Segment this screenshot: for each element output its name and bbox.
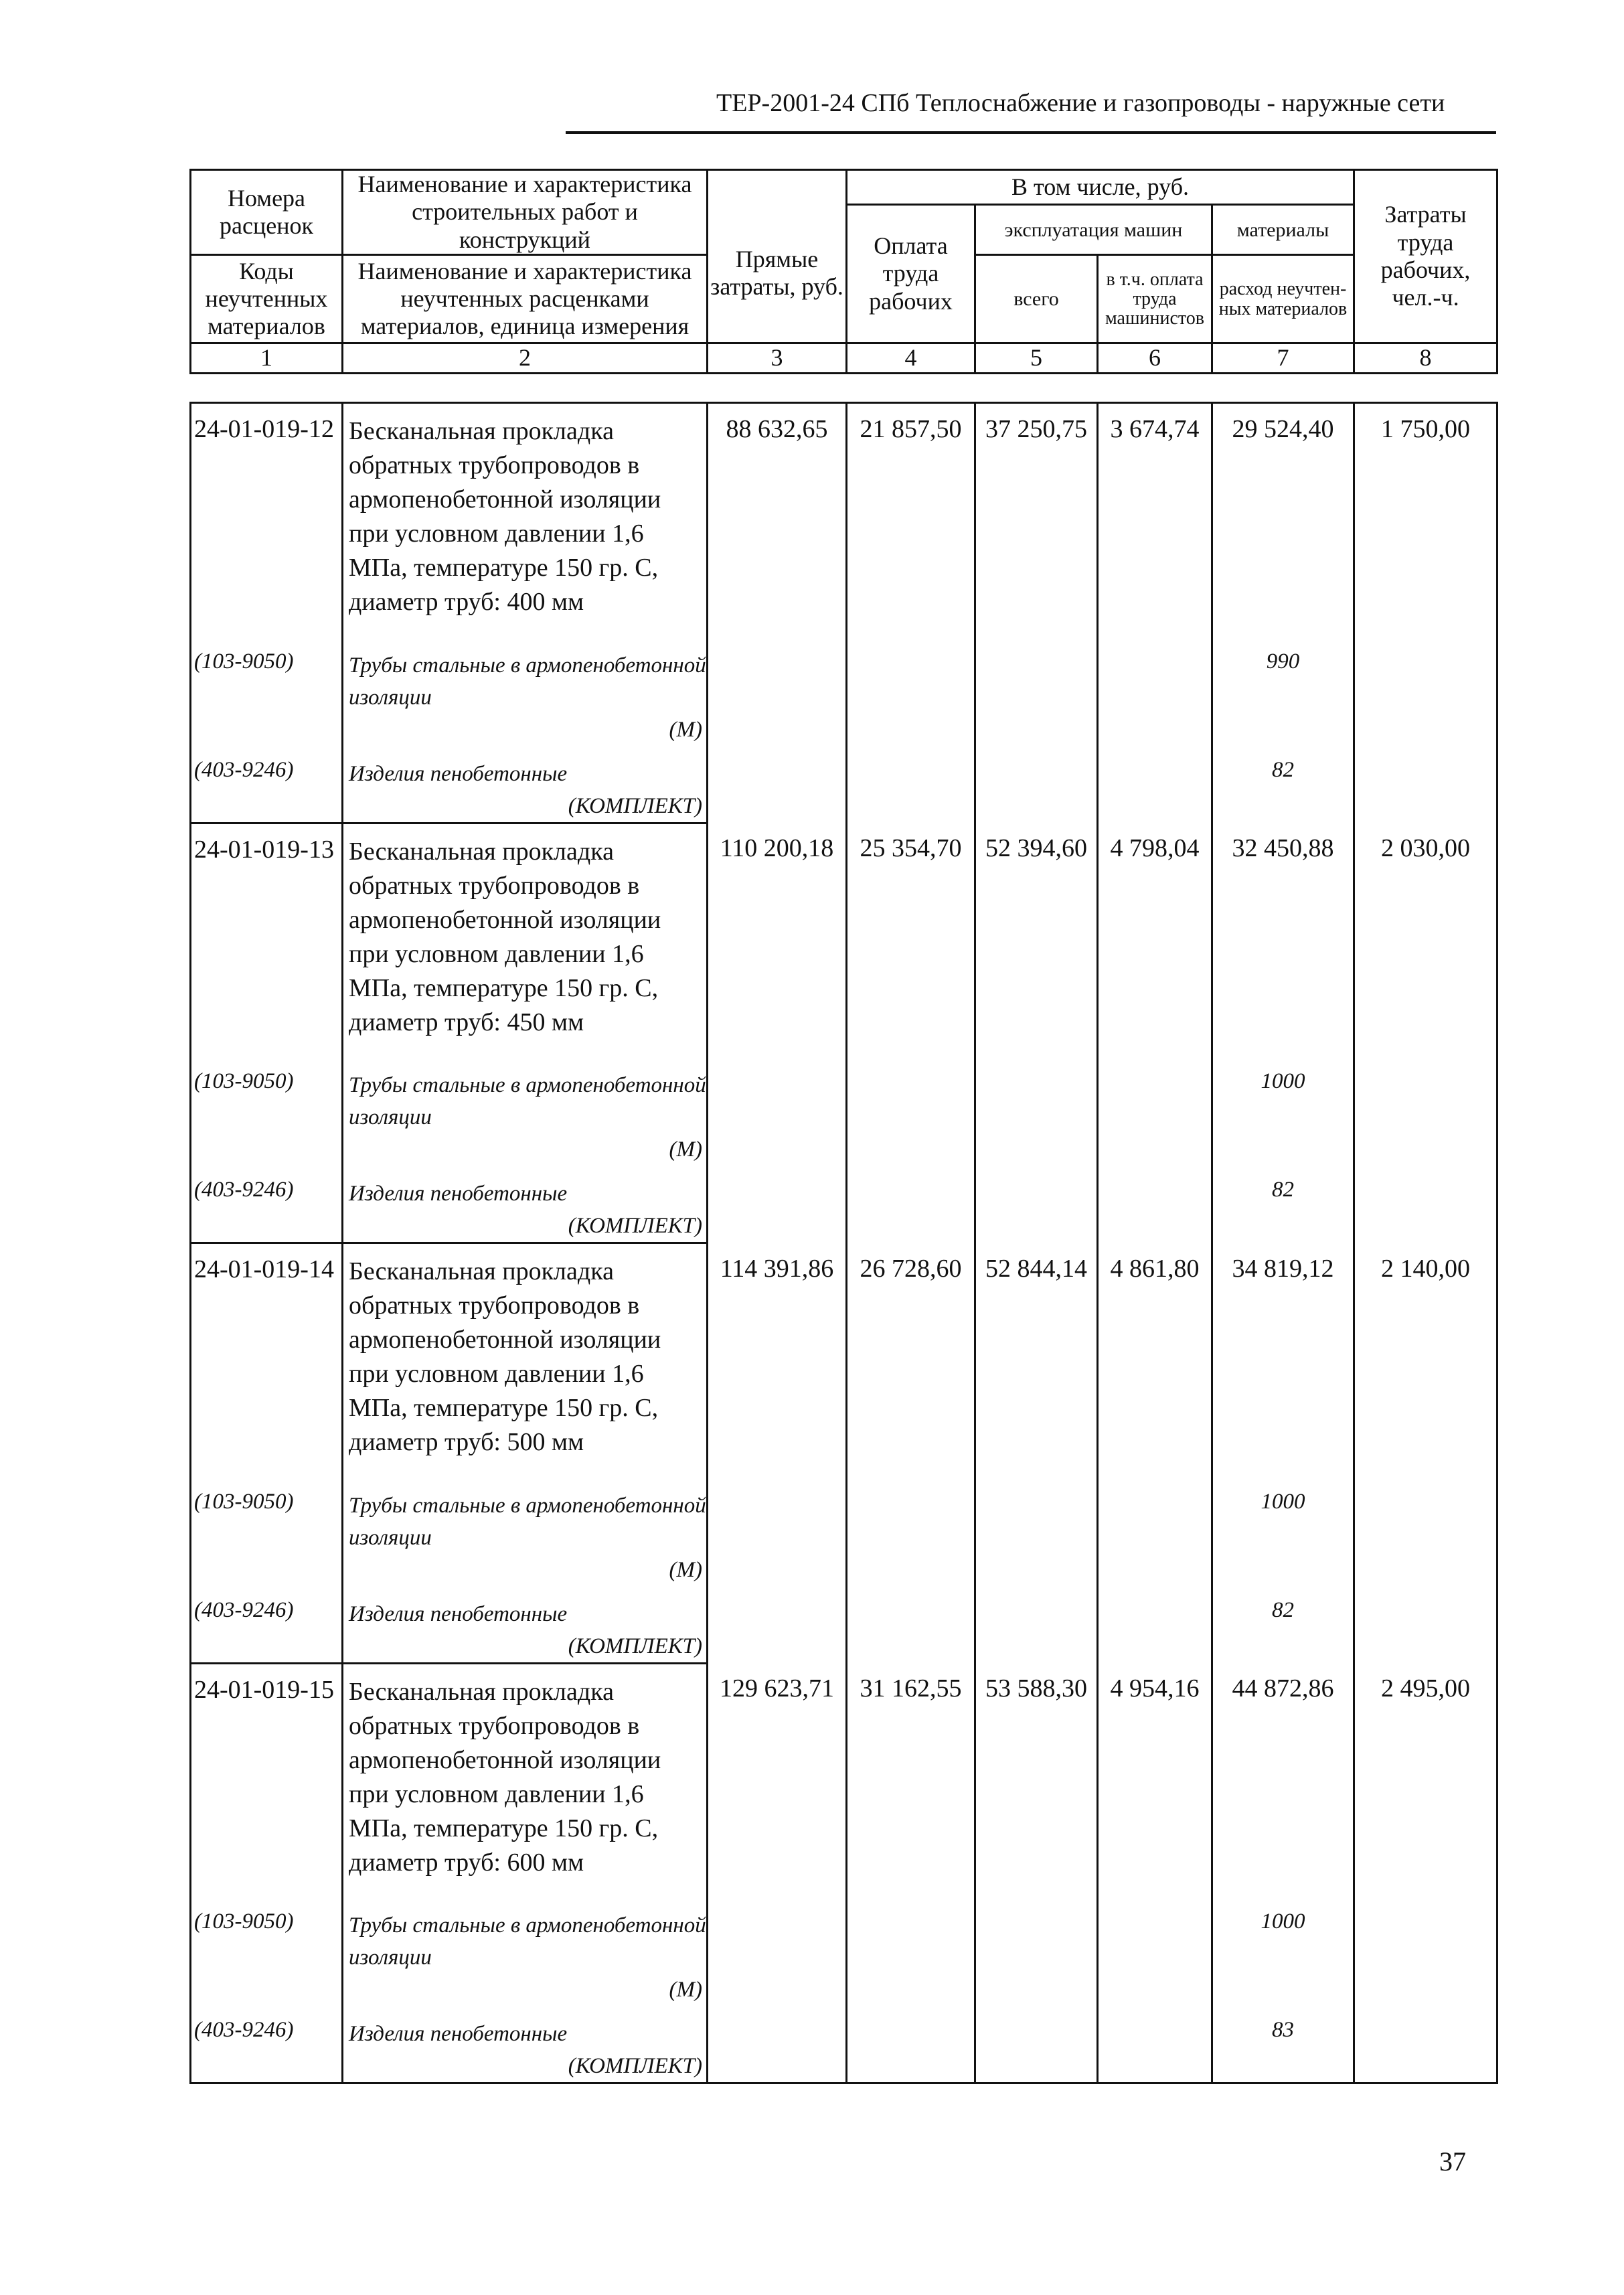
rate-description: Бесканальная прокладка обратных трубопроводов в армопенобетонной изоляции при условном давлении 1,6 МПа, температуре 150 гр. С, диаметр труб: 600 мм bbox=[343, 1663, 708, 1897]
col-number: 7 bbox=[1212, 343, 1354, 373]
material-unit: (КОМПЛЕКТ) bbox=[568, 2054, 702, 2078]
material-name bbox=[343, 1478, 708, 1586]
list-item bbox=[191, 637, 1497, 746]
material-unit: (КОМПЛЕКТ) bbox=[568, 1214, 702, 1238]
machines-total: 53 588,30 bbox=[975, 1663, 1098, 1897]
page-number: 37 bbox=[1439, 2146, 1466, 2177]
material-code: (403-9246) bbox=[191, 1166, 343, 1243]
material-unit: (М) bbox=[669, 1978, 702, 2002]
rate-code: 24-01-019-15 bbox=[191, 1663, 343, 1897]
machinists-pay: 4 798,04 bbox=[1098, 823, 1212, 1057]
header-rule bbox=[566, 131, 1496, 134]
materials-cost: 29 524,40 bbox=[1212, 403, 1354, 637]
material-name bbox=[343, 1057, 708, 1166]
col-number: 4 bbox=[847, 343, 975, 373]
material-code: (103-9050) bbox=[191, 1478, 343, 1586]
col1-bottom-header: Коды неучтенных материалов bbox=[191, 255, 343, 343]
material-code: (403-9246) bbox=[191, 2006, 343, 2083]
material-name-text: Изделия пенобетонные bbox=[349, 1182, 568, 1206]
group-header: В том числе, руб. bbox=[847, 170, 1354, 205]
list-item bbox=[191, 746, 1497, 823]
material-name bbox=[343, 746, 708, 823]
rate-description: Бесканальная прокладка обратных трубопроводов в армопенобетонной изоляции при условном давлении 1,6 МПа, температуре 150 гр. С, диаметр труб: 500 мм bbox=[343, 1243, 708, 1478]
material-unit: (М) bbox=[669, 1557, 702, 1582]
col-number: 2 bbox=[343, 343, 708, 373]
list-item bbox=[191, 1586, 1497, 1664]
material-name-text: Изделия пенобетонные bbox=[349, 1601, 568, 1626]
material-name-text: Трубы стальные в армопенобетонной изоляции bbox=[349, 1913, 706, 1970]
labor-hours: 2 030,00 bbox=[1354, 823, 1497, 1057]
materials-cost: 32 450,88 bbox=[1212, 823, 1354, 1057]
material-quantity: 82 bbox=[1212, 746, 1354, 823]
material-name bbox=[343, 2006, 708, 2083]
material-quantity: 1000 bbox=[1212, 1057, 1354, 1166]
material-name bbox=[343, 1586, 708, 1664]
machines-total: 52 394,60 bbox=[975, 823, 1098, 1057]
labor-pay: 25 354,70 bbox=[847, 823, 975, 1057]
labor-hours: 2 495,00 bbox=[1354, 1663, 1497, 1897]
material-quantity: 83 bbox=[1212, 2006, 1354, 2083]
rate-description: Бесканальная прокладка обратных трубопроводов в армопенобетонной изоляции при условном давлении 1,6 МПа, температуре 150 гр. С, диаметр труб: 450 мм bbox=[343, 823, 708, 1057]
material-unit: (М) bbox=[669, 717, 702, 742]
col8-header: Затраты труда рабочих, чел.-ч. bbox=[1354, 170, 1497, 343]
machinists-pay: 4 861,80 bbox=[1098, 1243, 1212, 1478]
material-name-text: Изделия пенобетонные bbox=[349, 761, 568, 786]
materials-cost: 34 819,12 bbox=[1212, 1243, 1354, 1478]
materials-header: материалы bbox=[1212, 205, 1354, 255]
material-quantity: 990 bbox=[1212, 637, 1354, 746]
rate-code: 24-01-019-12 bbox=[191, 403, 343, 637]
rates-table bbox=[189, 402, 1498, 2084]
material-quantity: 1000 bbox=[1212, 1478, 1354, 1586]
col-number: 6 bbox=[1098, 343, 1212, 373]
material-code: (403-9246) bbox=[191, 1586, 343, 1664]
material-unit: (КОМПЛЕКТ) bbox=[568, 1634, 702, 1658]
direct-costs: 110 200,18 bbox=[708, 823, 847, 1057]
table-header bbox=[189, 169, 1498, 374]
col-number: 1 bbox=[191, 343, 343, 373]
table-row bbox=[191, 823, 1497, 1057]
direct-costs: 114 391,86 bbox=[708, 1243, 847, 1478]
col-number: 8 bbox=[1354, 343, 1497, 373]
table-row bbox=[191, 1243, 1497, 1478]
material-name-text: Трубы стальные в армопенобетонной изоляции bbox=[349, 1493, 706, 1550]
material-quantity: 1000 bbox=[1212, 1897, 1354, 2006]
list-item bbox=[191, 1057, 1497, 1166]
list-item bbox=[191, 1478, 1497, 1586]
labor-pay: 21 857,50 bbox=[847, 403, 975, 637]
material-unit: (М) bbox=[669, 1137, 702, 1162]
machines-header: эксплуатация машин bbox=[975, 205, 1212, 255]
materials-cost: 44 872,86 bbox=[1212, 1663, 1354, 1897]
rate-code: 24-01-019-13 bbox=[191, 823, 343, 1057]
col4-header: Оплата труда рабочих bbox=[847, 205, 975, 343]
labor-pay: 26 728,60 bbox=[847, 1243, 975, 1478]
material-code: (403-9246) bbox=[191, 746, 343, 823]
rate-code: 24-01-019-14 bbox=[191, 1243, 343, 1478]
table-row bbox=[191, 1663, 1497, 1897]
col2-top-header: Наименование и характеристика строительных работ и конструкций bbox=[343, 170, 708, 255]
rate-description: Бесканальная прокладка обратных трубопроводов в армопенобетонной изоляции при условном давлении 1,6 МПа, температуре 150 гр. С, диаметр труб: 400 мм bbox=[343, 403, 708, 637]
machines-total: 52 844,14 bbox=[975, 1243, 1098, 1478]
machinists-pay: 4 954,16 bbox=[1098, 1663, 1212, 1897]
list-item bbox=[191, 1166, 1497, 1243]
col1-top-header: Номера расценок bbox=[191, 170, 343, 255]
table-row bbox=[191, 403, 1497, 637]
col-number: 5 bbox=[975, 343, 1098, 373]
machinists-pay: 3 674,74 bbox=[1098, 403, 1212, 637]
material-name bbox=[343, 637, 708, 746]
col7-header: расход неучтен-ных материалов bbox=[1212, 255, 1354, 343]
list-item bbox=[191, 2006, 1497, 2083]
col-number: 3 bbox=[708, 343, 847, 373]
material-quantity: 82 bbox=[1212, 1586, 1354, 1664]
col2-bottom-header: Наименование и характеристика неучтенных расценками материалов, единица измерения bbox=[343, 255, 708, 343]
machines-total: 37 250,75 bbox=[975, 403, 1098, 637]
material-name-text: Изделия пенобетонные bbox=[349, 2022, 568, 2046]
col5-header: всего bbox=[975, 255, 1098, 343]
direct-costs: 88 632,65 bbox=[708, 403, 847, 637]
material-quantity: 82 bbox=[1212, 1166, 1354, 1243]
material-name-text: Трубы стальные в армопенобетонной изоляции bbox=[349, 1073, 706, 1129]
direct-costs: 129 623,71 bbox=[708, 1663, 847, 1897]
col6-header: в т.ч. оплата труда машинистов bbox=[1098, 255, 1212, 343]
material-name-text: Трубы стальные в армопенобетонной изоляции bbox=[349, 653, 706, 710]
material-name bbox=[343, 1166, 708, 1243]
list-item bbox=[191, 1897, 1497, 2006]
material-code: (103-9050) bbox=[191, 1057, 343, 1166]
material-code: (103-9050) bbox=[191, 637, 343, 746]
material-unit: (КОМПЛЕКТ) bbox=[568, 793, 702, 818]
material-name bbox=[343, 1897, 708, 2006]
col3-header: Прямые затраты, руб. bbox=[708, 170, 847, 343]
labor-hours: 2 140,00 bbox=[1354, 1243, 1497, 1478]
labor-hours: 1 750,00 bbox=[1354, 403, 1497, 637]
labor-pay: 31 162,55 bbox=[847, 1663, 975, 1897]
material-code: (103-9050) bbox=[191, 1897, 343, 2006]
document-title: ТЕР-2001-24 СПб Теплоснабжение и газопроводы - наружные сети bbox=[716, 89, 1445, 117]
